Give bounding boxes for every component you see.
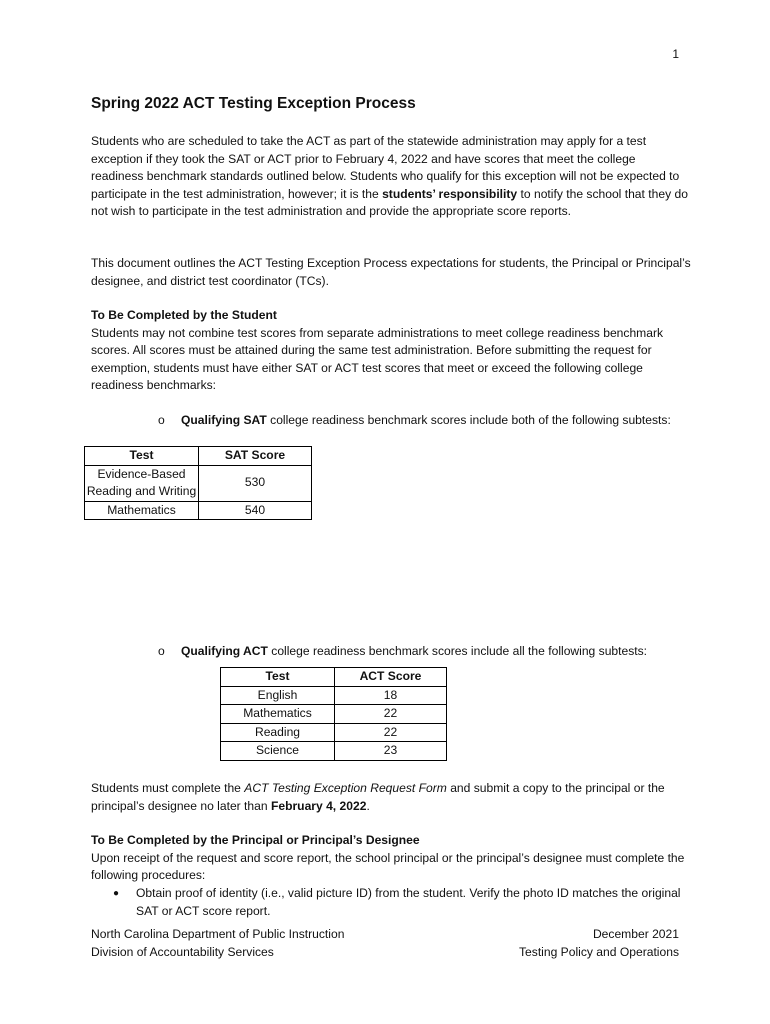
table-row xyxy=(221,723,447,742)
table-cell: Evidence-Based Reading and Writing xyxy=(85,465,199,501)
principal-section-body: Upon receipt of the request and score report, the school principal or the principal’s designee must complete the following procedures: xyxy=(91,850,685,882)
footer-date: December 2021 xyxy=(592,927,679,941)
table-header: Test xyxy=(85,447,199,466)
request-form-name: ACT Testing Exception Request Form xyxy=(244,781,447,795)
sat-score-table xyxy=(84,446,312,520)
table-cell: 530 xyxy=(199,465,312,501)
table-cell: 18 xyxy=(335,686,447,705)
submit-text-2: and submit a copy to the principal or the principal’s designee no later than xyxy=(91,781,665,813)
student-section xyxy=(91,307,691,395)
submit-paragraph xyxy=(91,780,691,815)
footer-division: Division of Accountability Services xyxy=(91,944,274,959)
submit-text-3: . xyxy=(366,798,370,813)
table-row xyxy=(85,501,312,520)
table-cell: Mathematics xyxy=(221,705,335,724)
table-row xyxy=(221,742,447,761)
intro-text-1: Students who are scheduled to take the ACT as part of the statewide administration may apply for a test exception if they took the SAT or ACT prior to February 4, 2022 and have scores that meet the college readiness benchmark standards outlined below. Students who qualify for this exception will not be expected to participate in the test administration, however; it is the xyxy=(91,134,680,201)
table-row xyxy=(221,686,447,705)
student-section-heading: To Be Completed by the Student xyxy=(91,308,277,322)
submit-text-1: Students must complete the xyxy=(91,781,245,795)
footer-department: North Carolina Department of Public Instruction xyxy=(91,927,345,941)
footer-left xyxy=(91,926,344,961)
table-header: SAT Score xyxy=(199,447,312,466)
table-cell: English xyxy=(221,686,335,705)
table-cell: 22 xyxy=(335,705,447,724)
table-header-row xyxy=(221,668,447,687)
deadline-date: February 4, 2022 xyxy=(270,798,367,813)
table-header-row xyxy=(85,447,312,466)
sat-bullet-bold: Qualifying SAT xyxy=(181,413,267,427)
table-cell: 22 xyxy=(335,723,447,742)
table-row xyxy=(221,705,447,724)
principal-section xyxy=(91,832,691,885)
sat-bullet-mark: o xyxy=(158,413,165,427)
table-cell: Mathematics xyxy=(85,501,199,520)
footer-unit: Testing Policy and Operations xyxy=(519,944,679,959)
footer-right xyxy=(519,926,679,961)
act-bullet-mark: o xyxy=(158,644,165,658)
page-title: Spring 2022 ACT Testing Exception Process xyxy=(91,95,416,112)
sat-bullet xyxy=(158,412,681,430)
act-bullet-text: college readiness benchmark scores include all the following subtests: xyxy=(267,644,648,658)
table-cell: Reading xyxy=(221,723,335,742)
intro-paragraph xyxy=(91,133,691,221)
table-row xyxy=(85,465,312,501)
table-cell: 23 xyxy=(335,742,447,761)
act-bullet xyxy=(158,643,681,661)
list-item xyxy=(113,885,681,920)
principal-section-heading: To Be Completed by the Principal or Principal’s Designee xyxy=(91,833,420,847)
page-number: 1 xyxy=(672,47,679,61)
intro-emphasis: students’ responsibility xyxy=(382,186,518,201)
table-header: ACT Score xyxy=(335,668,447,687)
table-cell: Science xyxy=(221,742,335,761)
table-cell: 540 xyxy=(199,501,312,520)
list-item-text: Obtain proof of identity (i.e., valid picture ID) from the student. Verify the photo ID matches the original SAT or ACT score report. xyxy=(136,886,681,918)
student-section-body: Students may not combine test scores from separate administrations to meet college readiness benchmark scores. All scores must be attained during the same test administration. Before submitting the request for exemption, students must have either SAT or ACT test scores that meet or exceed the following college readiness benchmarks: xyxy=(91,325,664,392)
act-bullet-bold: Qualifying ACT xyxy=(181,644,268,658)
outline-paragraph: This document outlines the ACT Testing Exception Process expectations for students, the Principal or Principal’s designee, and district test coordinator (TCs). xyxy=(91,256,691,288)
table-header: Test xyxy=(221,668,335,687)
act-score-table xyxy=(220,667,447,761)
bullet-dot: ● xyxy=(113,888,120,899)
sat-bullet-text: college readiness benchmark scores include both of the following subtests: xyxy=(266,413,671,427)
intro-text-2: to notify the school that they do not wish to participate in the test administration and provide the appropriate score reports. xyxy=(91,186,688,218)
